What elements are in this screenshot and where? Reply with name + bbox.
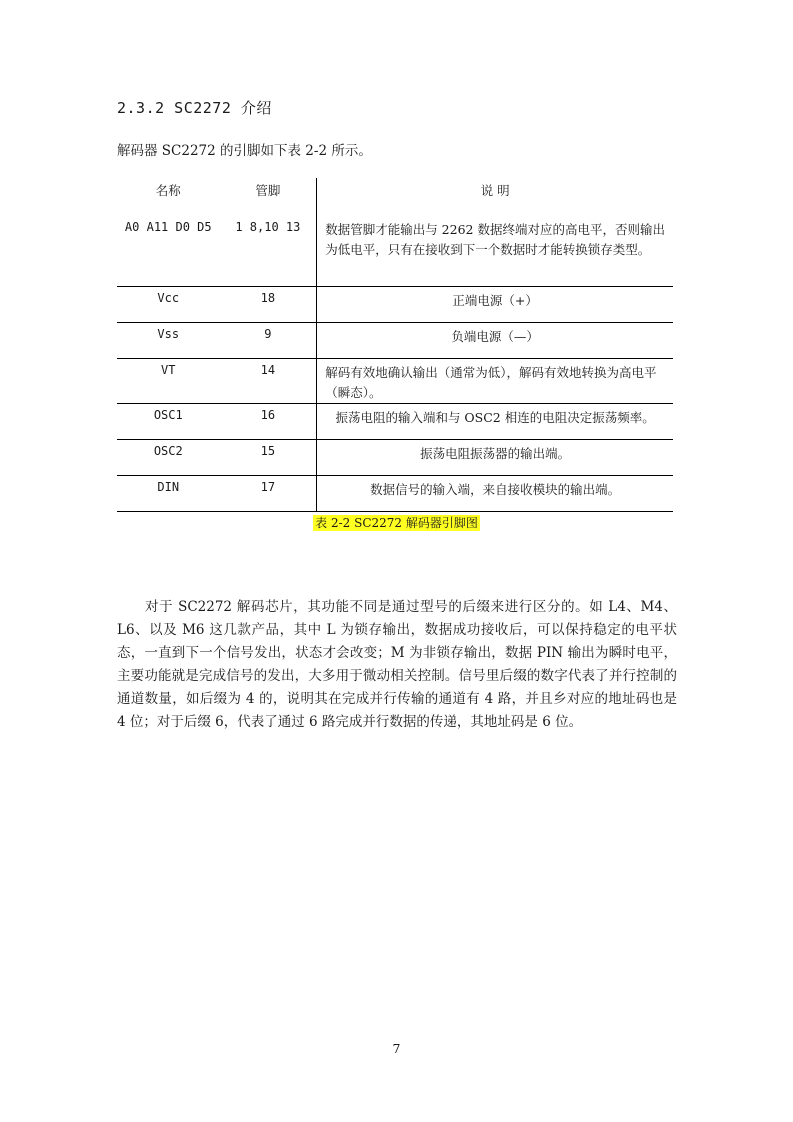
pin-description: 振荡电阻的输入端和与 OSC2 相连的电阻决定振荡频率。	[317, 404, 673, 440]
pin-name: Vss	[117, 323, 220, 359]
pin-name: A0 A11 D0 D5	[117, 213, 220, 287]
pin-name: OSC2	[117, 440, 220, 476]
header-description: 说 明	[317, 178, 673, 213]
header-pins: 管脚	[255, 183, 281, 198]
page-number: 7	[392, 1041, 401, 1056]
table-caption	[0, 514, 793, 531]
pin-number: 17	[220, 476, 317, 512]
pin-description: 数据信号的输入端，来自接收模块的输出端。	[317, 476, 673, 512]
pin-name: VT	[117, 359, 220, 404]
section-heading: 2.3.2 SC2272 介绍	[117, 99, 272, 117]
table-row	[117, 404, 673, 440]
pin-description: 数据管脚才能输出与 2262 数据终端对应的高电平，否则输出为低电平，只有在接收到下一个数据时才能转换锁存类型。	[317, 213, 673, 287]
table-row	[117, 287, 673, 323]
pin-description: 负端电源（—）	[317, 323, 673, 359]
pin-number: 15	[220, 440, 317, 476]
pin-description: 解码有效地确认输出（通常为低），解码有效地转换为高电平（瞬态）。	[317, 359, 673, 404]
pin-description: 正端电源（+）	[317, 287, 673, 323]
pin-number: 14	[220, 359, 317, 404]
pin-number: 9	[220, 323, 317, 359]
table-row	[117, 440, 673, 476]
pin-name: Vcc	[117, 287, 220, 323]
pin-name: OSC1	[117, 404, 220, 440]
pin-number: 1 8,10 13	[220, 213, 317, 287]
header-name: 名称	[155, 183, 181, 198]
table-row	[117, 476, 673, 512]
pin-table	[117, 178, 673, 512]
body-paragraph: 对于 SC2272 解码芯片，其功能不同是通过型号的后缀来进行区分的。如 L4、M4、L6、以及 M6 这几款产品，其中 L 为锁存输出，数据成功接收后，可以保持稳定的电平状态，一直到下一个信号发出，状态才会改变；M 为非锁存输出，数据 PIN 输出为瞬时电平，主要功能就是完成信号的发出，大多用于微动相关控制。信号里后缀的数字代表了并行控制的通道数量，如后缀为 4 的，说明其在完成并行传输的通道有 4 路，并且乡对应的地址码也是 4 位；对于后缀 6，代表了通过 6 路完成并行数据的传递，其地址码是 6 位。	[117, 599, 677, 730]
table-header-row	[117, 178, 673, 213]
table-row	[117, 213, 673, 287]
pin-name: DIN	[117, 476, 220, 512]
pin-number: 16	[220, 404, 317, 440]
pin-description: 振荡电阻振荡器的输出端。	[317, 440, 673, 476]
caption-text: 表 2-2 SC2272 解码器引脚图	[315, 516, 478, 530]
pin-number: 18	[220, 287, 317, 323]
table-row	[117, 323, 673, 359]
table-row	[117, 359, 673, 404]
intro-text: 解码器 SC2272 的引脚如下表 2-2 所示。	[117, 143, 372, 159]
